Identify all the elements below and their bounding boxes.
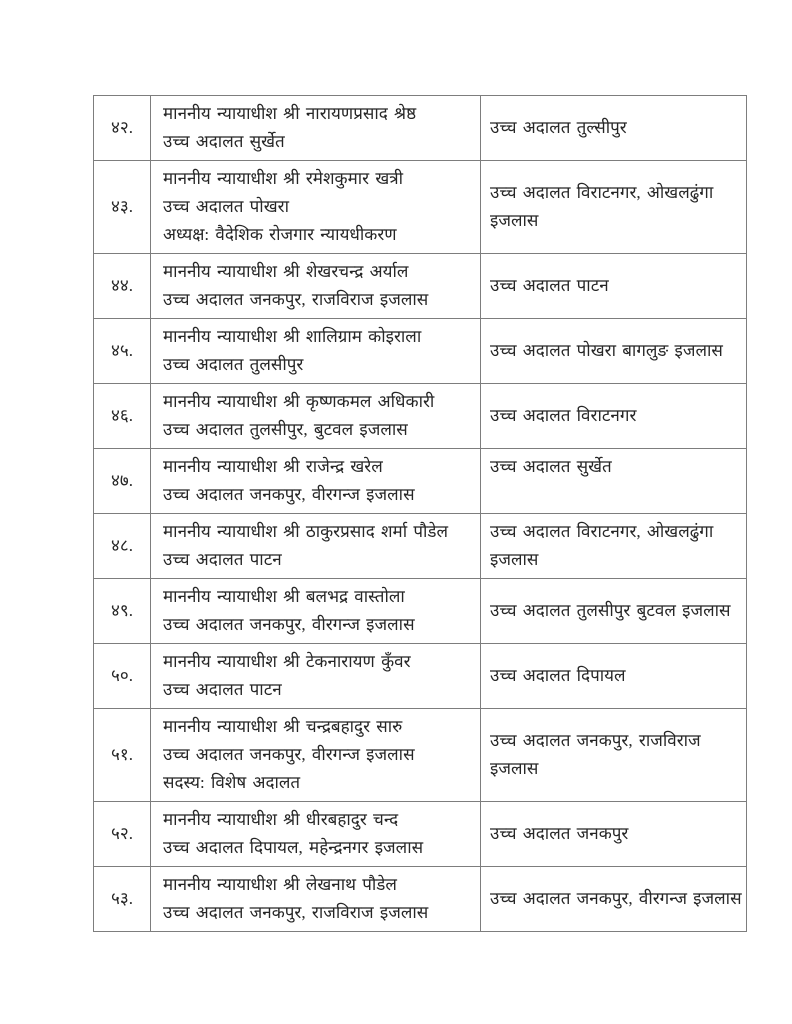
judge-posting-line: उच्च अदालत तुलसीपुर <box>163 355 304 374</box>
row-number-cell: ५३. <box>94 867 151 932</box>
table-row <box>94 384 747 449</box>
table-row <box>94 96 747 161</box>
judge-details-cell <box>151 802 481 867</box>
judge-posting-line: उच्च अदालत तुलसीपुर, बुटवल इजलास <box>163 420 408 439</box>
assignment-court-line: उच्च अदालत तुलसीपुर बुटवल इजलास <box>490 601 731 620</box>
assignment-court-line: उच्च अदालत विराटनगर, ओखलढुंगा <box>490 183 714 202</box>
table-row <box>94 867 747 932</box>
judge-details-cell <box>151 449 481 514</box>
judge-posting-line: अध्यक्ष: वैदेशिक रोजगार न्यायधीकरण <box>163 225 397 244</box>
assignment-court-cell <box>481 319 747 384</box>
assignment-court-cell <box>481 802 747 867</box>
judge-name-line: माननीय न्यायाधीश श्री टेकनारायण कुँवर <box>163 652 411 671</box>
table-row <box>94 161 747 254</box>
row-number-cell: ४४. <box>94 254 151 319</box>
assignment-court-line: उच्च अदालत जनकपुर <box>490 824 629 843</box>
table-row <box>94 709 747 802</box>
assignment-court-line: उच्च अदालत जनकपुर, वीरगन्ज इजलास <box>490 889 742 908</box>
assignment-court-line: उच्च अदालत सुर्खेत <box>490 457 612 476</box>
judge-name-line: माननीय न्यायाधीश श्री राजेन्द्र खरेल <box>163 457 383 476</box>
assignment-court-line: उच्च अदालत विराटनगर <box>490 406 637 425</box>
table-row <box>94 319 747 384</box>
assignment-court-cell <box>481 254 747 319</box>
assignment-court-line: इजलास <box>490 211 539 230</box>
assignment-court-cell <box>481 384 747 449</box>
judge-details-cell <box>151 579 481 644</box>
judge-posting-line: उच्च अदालत पाटन <box>163 550 282 569</box>
judge-details-cell <box>151 867 481 932</box>
row-number-cell: ५१. <box>94 709 151 802</box>
judge-name-line: माननीय न्यायाधीश श्री कृष्णकमल अधिकारी <box>163 392 435 411</box>
table-row <box>94 514 747 579</box>
judge-posting-line: उच्च अदालत सुर्खेत <box>163 132 285 151</box>
assignment-court-line: उच्च अदालत दिपायल <box>490 666 626 685</box>
assignment-court-line: उच्च अदालत जनकपुर, राजविराज इजलास <box>490 731 701 778</box>
judge-name-line: माननीय न्यायाधीश श्री नारायणप्रसाद श्रेष्ठ <box>163 104 417 123</box>
judge-details-cell <box>151 644 481 709</box>
judge-assignment-table-body <box>94 96 747 932</box>
judge-posting-line: उच्च अदालत पोखरा <box>163 197 289 216</box>
row-number-cell: ४६. <box>94 384 151 449</box>
assignment-court-cell <box>481 514 747 579</box>
judge-details-cell <box>151 709 481 802</box>
assignment-court-cell <box>481 644 747 709</box>
assignment-court-cell <box>481 96 747 161</box>
row-number-cell: ४५. <box>94 319 151 384</box>
table-row <box>94 449 747 514</box>
row-number-cell: ४७. <box>94 449 151 514</box>
judge-assignment-table <box>93 95 747 932</box>
table-row <box>94 644 747 709</box>
assignment-court-line: उच्च अदालत विराटनगर, ओखलढुंगा <box>490 522 714 541</box>
judge-name-line: माननीय न्यायाधीश श्री शेखरचन्द्र अर्याल <box>163 262 409 281</box>
assignment-court-cell <box>481 579 747 644</box>
row-number-cell: ५०. <box>94 644 151 709</box>
assignment-court-cell <box>481 867 747 932</box>
judge-posting-line: उच्च अदालत जनकपुर, वीरगन्ज इजलास <box>163 485 415 504</box>
assignment-court-cell <box>481 161 747 254</box>
judge-name-line: माननीय न्यायाधीश श्री ठाकुरप्रसाद शर्मा पौडेल <box>163 522 449 541</box>
judge-details-cell <box>151 254 481 319</box>
judge-posting-line: उच्च अदालत जनकपुर, वीरगन्ज इजलास <box>163 615 415 634</box>
assignment-court-line: उच्च अदालत पाटन <box>490 276 609 295</box>
assignment-court-cell <box>481 449 747 514</box>
assignment-court-line: उच्च अदालत पोखरा बागलुङ इजलास <box>490 341 723 360</box>
judge-name-line: माननीय न्यायाधीश श्री चन्द्रबहादुर सारु <box>163 717 403 736</box>
row-number-cell: ४८. <box>94 514 151 579</box>
judge-details-cell <box>151 96 481 161</box>
judge-posting-line: सदस्य: विशेष अदालत <box>163 773 301 792</box>
judge-name-line: माननीय न्यायाधीश श्री बलभद्र वास्तोला <box>163 587 405 606</box>
table-row <box>94 802 747 867</box>
judge-details-cell <box>151 384 481 449</box>
judge-posting-line: उच्च अदालत जनकपुर, राजविराज इजलास <box>163 290 429 309</box>
judge-details-cell <box>151 514 481 579</box>
judge-posting-line: उच्च अदालत दिपायल, महेन्द्रनगर इजलास <box>163 838 424 857</box>
table-row <box>94 579 747 644</box>
judge-name-line: माननीय न्यायाधीश श्री धीरबहादुर चन्द <box>163 810 399 829</box>
judge-posting-line: उच्च अदालत पाटन <box>163 680 282 699</box>
row-number-cell: ४३. <box>94 161 151 254</box>
judge-posting-line: उच्च अदालत जनकपुर, वीरगन्ज इजलास <box>163 745 415 764</box>
assignment-court-cell <box>481 709 747 802</box>
assignment-court-line: इजलास <box>490 550 539 569</box>
assignment-court-line: उच्च अदालत तुल्सीपुर <box>490 118 627 137</box>
row-number-cell: ५२. <box>94 802 151 867</box>
judge-name-line: माननीय न्यायाधीश श्री रमेशकुमार खत्री <box>163 169 404 188</box>
row-number-cell: ४२. <box>94 96 151 161</box>
judge-name-line: माननीय न्यायाधीश श्री लेखनाथ पौडेल <box>163 875 397 894</box>
table-row <box>94 254 747 319</box>
row-number-cell: ४९. <box>94 579 151 644</box>
judge-name-line: माननीय न्यायाधीश श्री शालिग्राम कोइराला <box>163 327 422 346</box>
judge-details-cell <box>151 319 481 384</box>
judge-details-cell <box>151 161 481 254</box>
judge-posting-line: उच्च अदालत जनकपुर, राजविराज इजलास <box>163 903 429 922</box>
